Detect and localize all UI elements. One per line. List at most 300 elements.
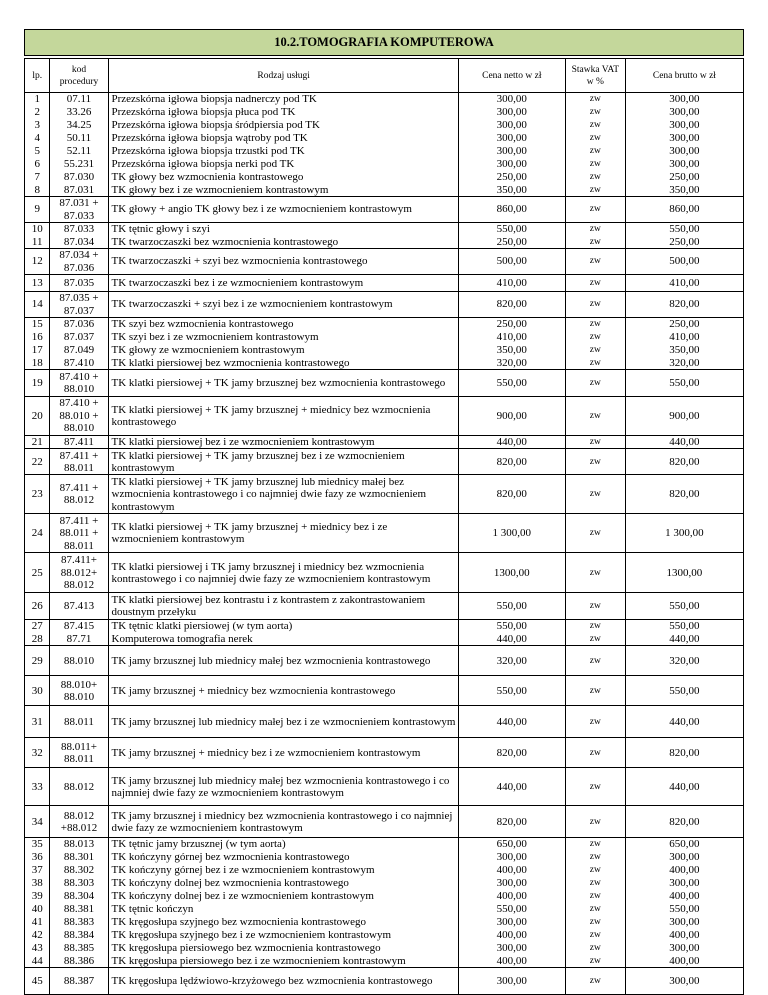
cell-price-netto: 500,00 [458,249,565,275]
cell-lp: 29 [25,646,50,676]
cell-service-name: TK głowy bez i ze wzmocnieniem kontrastowym [108,184,458,197]
cell-service-name: TK jamy brzusznej + miednicy bez wzmocnienia kontrastowego [108,676,458,706]
cell-price-netto: 820,00 [458,738,565,768]
cell-price-brutto: 300,00 [625,916,743,929]
cell-vat: zw [565,916,625,929]
cell-kod [50,646,108,676]
cell-service-name: TK kończyny dolnej bez wzmocnienia kontrastowego [108,877,458,890]
cell-kod [50,344,108,357]
cell-price-netto: 300,00 [458,132,565,145]
cell-lp: 13 [25,275,50,292]
kod-line: 87.036 [63,318,95,331]
table-row [25,768,744,806]
cell-kod [50,331,108,344]
cell-vat: zw [565,676,625,706]
table-row [25,633,744,646]
cell-price-netto: 400,00 [458,955,565,968]
kod-line: 88.381 [63,903,95,916]
cell-kod [50,249,108,275]
cell-price-netto: 350,00 [458,184,565,197]
header-netto: Cena netto w zł [458,59,565,93]
table-row [25,738,744,768]
cell-kod [50,106,108,119]
cell-service-name: TK klatki piersiowej bez i ze wzmocnieniem kontrastowym [108,436,458,449]
kod-line: 88.010 [63,422,95,435]
cell-price-brutto: 550,00 [625,223,743,236]
kod-line: 88.011 + [59,527,99,540]
table-row [25,916,744,929]
cell-kod [50,184,108,197]
price-table [24,58,744,995]
cell-kod [50,806,108,838]
cell-service-name: TK klatki piersiowej + TK jamy brzusznej lub miednicy małej bez wzmocnienia kontrastowego i co najmniej dwie fazy ze wzmocnieniem kontrastowym [108,475,458,514]
cell-service-name: TK głowy bez wzmocnienia kontrastowego [108,171,458,184]
kod-line: 88.010+ [60,678,98,691]
table-row [25,514,744,553]
table-row [25,890,744,903]
cell-lp: 44 [25,955,50,968]
kod-line: 33.26 [66,105,92,118]
cell-kod [50,514,108,553]
cell-lp: 23 [25,475,50,514]
cell-service-name: Przezskórna igłowa biopsja wątroby pod TK [108,132,458,145]
kod-line: 87.410 + [59,370,99,383]
kod-line: 07.11 [66,93,92,106]
cell-price-brutto: 250,00 [625,171,743,184]
cell-price-netto: 550,00 [458,620,565,633]
cell-kod [50,223,108,236]
kod-line: 88.301 [63,851,95,864]
cell-price-netto: 400,00 [458,929,565,942]
kod-line: 87.035 + [59,292,99,305]
table-row [25,344,744,357]
cell-vat: zw [565,514,625,553]
cell-price-brutto: 550,00 [625,620,743,633]
cell-kod [50,436,108,449]
table-row [25,676,744,706]
cell-lp: 38 [25,877,50,890]
cell-kod [50,145,108,158]
cell-kod [50,864,108,877]
kod-line: 88.012 [63,579,95,592]
cell-vat: zw [565,706,625,738]
table-row [25,397,744,436]
kod-line: 88.387 [63,975,95,988]
cell-lp: 36 [25,851,50,864]
cell-lp: 16 [25,331,50,344]
cell-service-name: TK twarzoczaszki + szyi bez i ze wzmocnieniem kontrastowym [108,292,458,318]
cell-price-netto: 300,00 [458,942,565,955]
cell-price-brutto: 440,00 [625,633,743,646]
cell-kod [50,275,108,292]
cell-vat: zw [565,851,625,864]
cell-price-netto: 900,00 [458,397,565,436]
cell-price-brutto: 300,00 [625,119,743,132]
cell-price-netto: 440,00 [458,768,565,806]
cell-service-name: Przezskórna igłowa biopsja nerki pod TK [108,158,458,171]
cell-kod [50,942,108,955]
cell-vat: zw [565,838,625,851]
cell-vat: zw [565,436,625,449]
cell-lp: 5 [25,145,50,158]
cell-service-name: TK kręgosłupa piersiowego bez i ze wzmocnieniem kontrastowym [108,955,458,968]
cell-vat: zw [565,475,625,514]
cell-vat: zw [565,357,625,370]
cell-price-netto: 1300,00 [458,553,565,593]
cell-service-name: TK twarzoczaszki bez wzmocnienia kontrastowego [108,236,458,249]
cell-service-name: Przezskórna igłowa biopsja śródpiersia pod TK [108,119,458,132]
cell-lp: 1 [25,93,50,106]
cell-price-netto: 650,00 [458,838,565,851]
kod-line: 87.033 [63,209,95,222]
cell-price-brutto: 410,00 [625,331,743,344]
cell-lp: 45 [25,968,50,995]
table-row [25,864,744,877]
cell-price-netto: 860,00 [458,197,565,223]
table-row [25,292,744,318]
cell-lp: 43 [25,942,50,955]
kod-line: 88.011+ [60,740,97,753]
cell-price-netto: 300,00 [458,145,565,158]
cell-kod [50,292,108,318]
cell-price-brutto: 550,00 [625,593,743,620]
cell-price-netto: 550,00 [458,903,565,916]
cell-service-name: TK jamy brzusznej lub miednicy małej bez wzmocnienia kontrastowego i co najmniej dwie fazy ze wzmocnieniem kontrastowym [108,768,458,806]
cell-price-netto: 1 300,00 [458,514,565,553]
cell-service-name: TK jamy brzusznej + miednicy bez i ze wzmocnieniem kontrastowym [108,738,458,768]
kod-line: 87.410 + [59,397,99,410]
header-name: Rodzaj usługi [108,59,458,93]
kod-line: 87.411+ [60,554,97,567]
cell-lp: 6 [25,158,50,171]
cell-kod [50,158,108,171]
kod-line: 88.012 [63,780,95,793]
cell-kod [50,593,108,620]
kod-line: 88.012+ [60,566,98,579]
table-row [25,806,744,838]
cell-vat: zw [565,223,625,236]
cell-price-netto: 820,00 [458,475,565,514]
table-row [25,449,744,475]
cell-service-name: Przezskórna igłowa biopsja nadnerczy pod TK [108,93,458,106]
cell-service-name: TK twarzoczaszki bez i ze wzmocnieniem kontrastowym [108,275,458,292]
cell-price-brutto: 550,00 [625,676,743,706]
table-row [25,331,744,344]
cell-lp: 32 [25,738,50,768]
cell-service-name: TK szyi bez wzmocnienia kontrastowego [108,318,458,331]
cell-kod [50,955,108,968]
table-row [25,955,744,968]
kod-line: 52.11 [66,144,92,157]
kod-line: 88.010 [63,690,95,703]
cell-vat: zw [565,877,625,890]
cell-service-name: Przezskórna igłowa biopsja płuca pod TK [108,106,458,119]
kod-line: 87.036 [63,261,95,274]
kod-line: 88.011 [64,461,94,474]
kod-line: 87.037 [63,304,95,317]
cell-price-brutto: 400,00 [625,890,743,903]
cell-lp: 4 [25,132,50,145]
cell-lp: 37 [25,864,50,877]
kod-line: 87.415 [63,620,95,633]
cell-vat: zw [565,145,625,158]
cell-kod [50,768,108,806]
cell-lp: 8 [25,184,50,197]
cell-price-brutto: 300,00 [625,158,743,171]
cell-vat: zw [565,184,625,197]
cell-vat: zw [565,236,625,249]
cell-lp: 15 [25,318,50,331]
cell-lp: 17 [25,344,50,357]
cell-lp: 31 [25,706,50,738]
kod-line: 88.384 [63,929,95,942]
cell-kod [50,475,108,514]
cell-kod [50,93,108,106]
cell-price-netto: 300,00 [458,93,565,106]
cell-price-netto: 300,00 [458,877,565,890]
cell-vat: zw [565,331,625,344]
cell-price-netto: 250,00 [458,171,565,184]
cell-vat: zw [565,397,625,436]
cell-kod [50,171,108,184]
cell-price-netto: 550,00 [458,223,565,236]
table-row [25,968,744,995]
cell-lp: 12 [25,249,50,275]
cell-service-name: TK kończyny górnej bez i ze wzmocnieniem kontrastowym [108,864,458,877]
cell-price-brutto: 860,00 [625,197,743,223]
cell-vat: zw [565,197,625,223]
kod-line: 88.010 [63,383,95,395]
table-row [25,903,744,916]
cell-price-netto: 820,00 [458,449,565,475]
cell-price-netto: 440,00 [458,436,565,449]
document [24,29,744,995]
cell-lp: 22 [25,449,50,475]
cell-vat: zw [565,890,625,903]
kod-line: 87.034 + [59,249,99,262]
cell-price-brutto: 300,00 [625,877,743,890]
cell-vat: zw [565,738,625,768]
table-row [25,145,744,158]
cell-lp: 33 [25,768,50,806]
table-row [25,620,744,633]
table-row [25,275,744,292]
kod-line: 87.411 [64,436,94,448]
cell-vat: zw [565,370,625,397]
kod-line: 34.25 [66,118,92,131]
kod-line: 88.304 [63,890,95,903]
cell-vat: zw [565,646,625,676]
cell-lp: 42 [25,929,50,942]
cell-kod [50,890,108,903]
cell-price-brutto: 440,00 [625,768,743,806]
header-lp: lp. [25,59,50,93]
cell-lp: 24 [25,514,50,553]
cell-price-brutto: 350,00 [625,184,743,197]
kod-line: 87.410 [63,356,95,369]
cell-price-netto: 820,00 [458,806,565,838]
table-row [25,942,744,955]
cell-price-netto: 440,00 [458,706,565,738]
cell-lp: 14 [25,292,50,318]
table-row [25,93,744,106]
cell-service-name: Komputerowa tomografia nerek [108,633,458,646]
kod-line: 88.010 + [59,409,99,422]
cell-price-netto: 250,00 [458,236,565,249]
cell-price-brutto: 1 300,00 [625,514,743,553]
kod-line: 87.411 + [59,514,99,527]
kod-line: 55.231 [63,157,95,170]
kod-line: 88.012 [63,494,95,507]
cell-lp: 11 [25,236,50,249]
cell-lp: 41 [25,916,50,929]
cell-vat: zw [565,106,625,119]
table-row [25,223,744,236]
cell-vat: zw [565,903,625,916]
kod-line: 87.71 [66,632,92,645]
table-row [25,132,744,145]
cell-lp: 25 [25,553,50,593]
cell-price-netto: 300,00 [458,851,565,864]
cell-kod [50,620,108,633]
cell-kod [50,676,108,706]
cell-price-brutto: 440,00 [625,706,743,738]
cell-price-brutto: 550,00 [625,903,743,916]
cell-price-brutto: 250,00 [625,318,743,331]
table-header-row [25,59,744,93]
kod-line: 88.386 [63,954,95,967]
cell-price-brutto: 440,00 [625,436,743,449]
kod-line: 88.383 [63,916,95,929]
cell-price-netto: 550,00 [458,676,565,706]
kod-line: 87.035 [63,276,95,289]
cell-lp: 7 [25,171,50,184]
cell-vat: zw [565,171,625,184]
cell-service-name: TK jamy brzusznej i miednicy bez wzmocnienia kontrastowego i co najmniej dwie fazy ze wzmocnieniem kontrastowym [108,806,458,838]
kod-line: 87.033 [63,223,95,236]
cell-price-brutto: 300,00 [625,942,743,955]
cell-vat: zw [565,929,625,942]
cell-lp: 35 [25,838,50,851]
cell-price-netto: 550,00 [458,370,565,397]
cell-price-brutto: 550,00 [625,370,743,397]
cell-vat: zw [565,620,625,633]
kod-line: 87.030 [63,170,95,183]
cell-lp: 27 [25,620,50,633]
cell-vat: zw [565,968,625,995]
cell-service-name: TK tętnic głowy i szyi [108,223,458,236]
cell-vat: zw [565,93,625,106]
cell-price-netto: 300,00 [458,119,565,132]
cell-lp: 39 [25,890,50,903]
cell-lp: 20 [25,397,50,436]
cell-price-brutto: 300,00 [625,851,743,864]
cell-price-brutto: 820,00 [625,806,743,838]
table-row [25,119,744,132]
table-row [25,236,744,249]
table-row [25,197,744,223]
kod-line: 88.011 [64,715,94,728]
kod-line: 88.303 [63,877,95,890]
kod-line: 88.010 [63,654,95,667]
cell-vat: zw [565,249,625,275]
cell-lp: 3 [25,119,50,132]
cell-kod [50,132,108,145]
kod-line: 87.411 + [59,449,99,462]
cell-kod [50,633,108,646]
cell-vat: zw [565,864,625,877]
table-row [25,249,744,275]
kod-line: 87.034 [63,235,95,248]
cell-price-netto: 820,00 [458,292,565,318]
cell-price-brutto: 410,00 [625,275,743,292]
cell-service-name: TK klatki piersiowej + TK jamy brzusznej + miednicy bez i ze wzmocnieniem kontrastowym [108,514,458,553]
cell-lp: 21 [25,436,50,449]
cell-price-brutto: 650,00 [625,838,743,851]
cell-service-name: Przezskórna igłowa biopsja trzustki pod TK [108,145,458,158]
cell-service-name: TK kręgosłupa szyjnego bez i ze wzmocnieniem kontrastowym [108,929,458,942]
cell-price-brutto: 400,00 [625,929,743,942]
cell-service-name: TK tętnic kończyn [108,903,458,916]
cell-service-name: TK jamy brzusznej lub miednicy małej bez wzmocnienia kontrastowego [108,646,458,676]
kod-line: 88.012 [63,809,95,822]
cell-price-netto: 400,00 [458,890,565,903]
cell-kod [50,851,108,864]
cell-lp: 34 [25,806,50,838]
table-row [25,184,744,197]
cell-price-netto: 350,00 [458,344,565,357]
cell-lp: 9 [25,197,50,223]
cell-price-netto: 550,00 [458,593,565,620]
table-row [25,646,744,676]
cell-service-name: TK klatki piersiowej + TK jamy brzusznej bez i ze wzmocnieniem kontrastowym [108,449,458,475]
cell-lp: 28 [25,633,50,646]
cell-vat: zw [565,768,625,806]
cell-price-netto: 300,00 [458,916,565,929]
cell-price-brutto: 400,00 [625,864,743,877]
table-row [25,706,744,738]
table-row [25,929,744,942]
cell-kod [50,968,108,995]
cell-price-netto: 250,00 [458,318,565,331]
kod-line: 88.302 [63,864,95,877]
cell-vat: zw [565,158,625,171]
kod-line: 50.11 [66,131,92,144]
cell-vat: zw [565,119,625,132]
cell-price-brutto: 500,00 [625,249,743,275]
table-row [25,171,744,184]
cell-price-brutto: 300,00 [625,106,743,119]
table-row [25,436,744,449]
cell-vat: zw [565,275,625,292]
cell-price-brutto: 820,00 [625,475,743,514]
cell-price-brutto: 350,00 [625,344,743,357]
cell-lp: 18 [25,357,50,370]
cell-kod [50,877,108,890]
cell-kod [50,357,108,370]
cell-kod [50,706,108,738]
cell-vat: zw [565,449,625,475]
table-row [25,851,744,864]
cell-service-name: TK kręgosłupa piersiowego bez wzmocnienia kontrastowego [108,942,458,955]
cell-price-brutto: 900,00 [625,397,743,436]
cell-price-brutto: 400,00 [625,955,743,968]
cell-lp: 10 [25,223,50,236]
kod-line: 88.385 [63,942,95,955]
table-row [25,370,744,397]
cell-price-brutto: 300,00 [625,145,743,158]
cell-kod [50,197,108,223]
